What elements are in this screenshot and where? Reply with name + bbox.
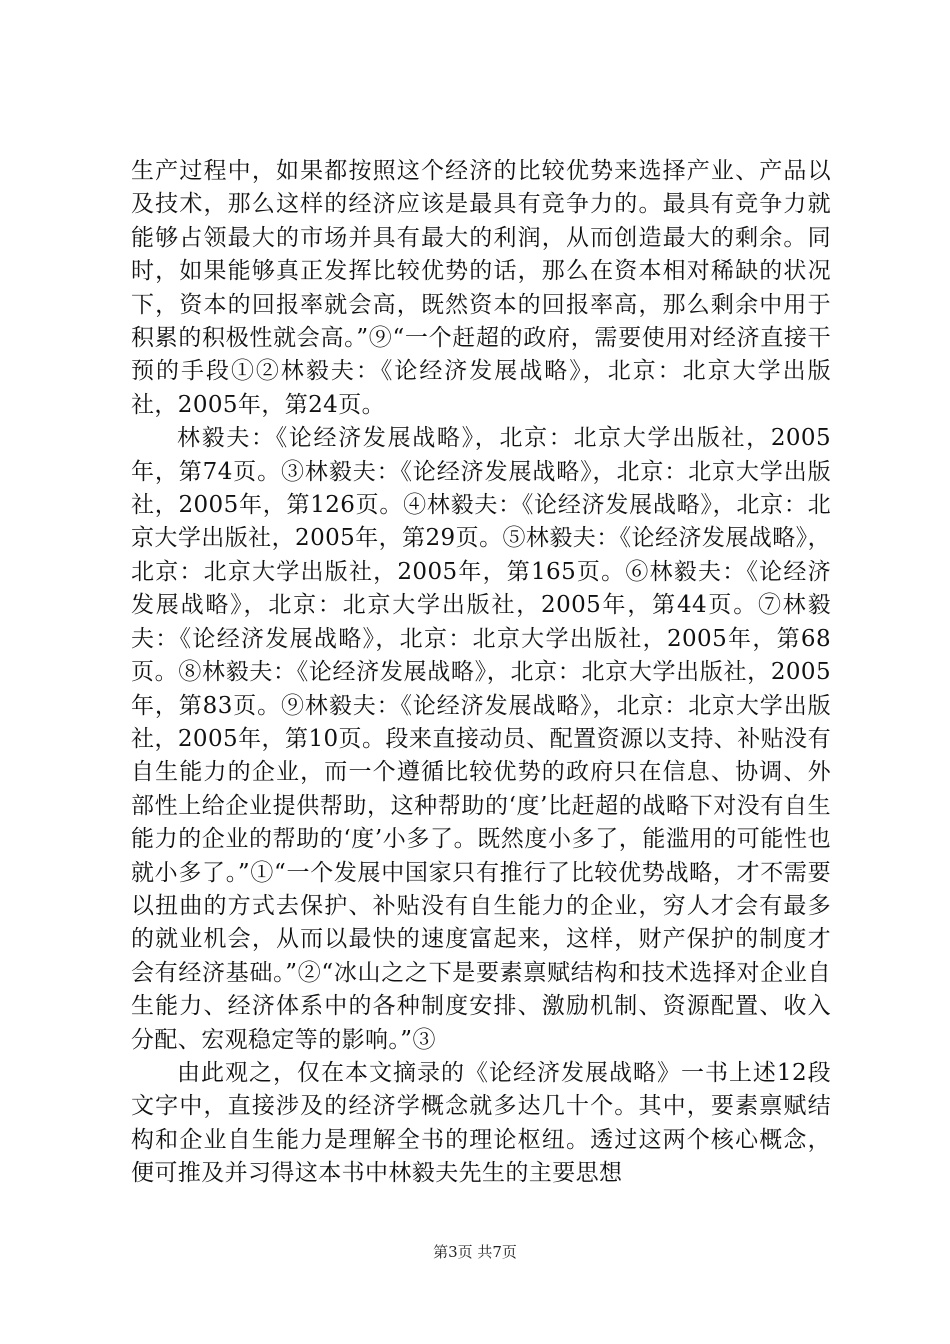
paragraph-3: 由此观之，仅在本文摘录的《论经济发展战略》一书上述12段文字中，直接涉及的经济学概念就多达几十个。其中，要素禀赋结构和企业自生能力是理解全书的理论枢纽。透过这两个核心概念，便可推及并习得这本书中林毅夫先生的主要思想 <box>131 1059 831 1187</box>
paragraph-1: 生产过程中，如果都按照这个经济的比较优势来选择产业、产品以及技术，那么这样的经济应该是最具有竞争力的。最具有竞争力就能够占领最大的市场并具有最大的利润，从而创造最大的剩余。同时，如果能够真正发挥比较优势的话，那么在资本相对稀缺的状况下，资本的回报率就会高，既然资本的回报率高，那么剩余中用于积累的积极性就会高。”⑨“一个赶超的政府，需要使用对经济直接干预的手段①②林毅夫：《论经济发展战略》，北京：北京大学出版社，2005年，第24页。 <box>131 158 831 418</box>
page-footer: 第3页 共7页 <box>433 1243 517 1261</box>
body-text <box>131 155 831 1191</box>
paragraph-2: 林毅夫：《论经济发展战略》，北京：北京大学出版社，2005年，第74页。③林毅夫：《论经济发展战略》，北京：北京大学出版社，2005年，第126页。④林毅夫：《论经济发展战略》，北京：北京大学出版社，2005年，第29页。⑤林毅夫：《论经济发展战略》，北京：北京大学出版社，2005年，第165页。⑥林毅夫：《论经济发展战略》，北京：北京大学出版社，2005年，第44页。⑦林毅夫：《论经济发展战略》，北京：北京大学出版社，2005年，第68页。⑧林毅夫：《论经济发展战略》，北京：北京大学出版社，2005年，第83页。⑨林毅夫：《论经济发展战略》，北京：北京大学出版社，2005年，第10页。段来直接动员、配置资源以支持、补贴没有自生能力的企业，而一个遵循比较优势的政府只在信息、协调、外部性上给企业提供帮助，这种帮助的‘度’比赶超的战略下对没有自生能力的企业的帮助的‘度’小多了。既然度小多了，能滥用的可能性也就小多了。”①“一个发展中国家只有推行了比较优势战略，才不需要以扭曲的方式去保护、补贴没有自生能力的企业，穷人才会有最多的就业机会，从而以最快的速度富起来，这样，财产保护的制度才会有经济基础。”②“冰山之之下是要素禀赋结构和技术选择对企业自生能力、经济体系中的各种制度安排、激励机制、资源配置、收入分配、宏观稳定等的影响。”③ <box>131 425 831 1053</box>
